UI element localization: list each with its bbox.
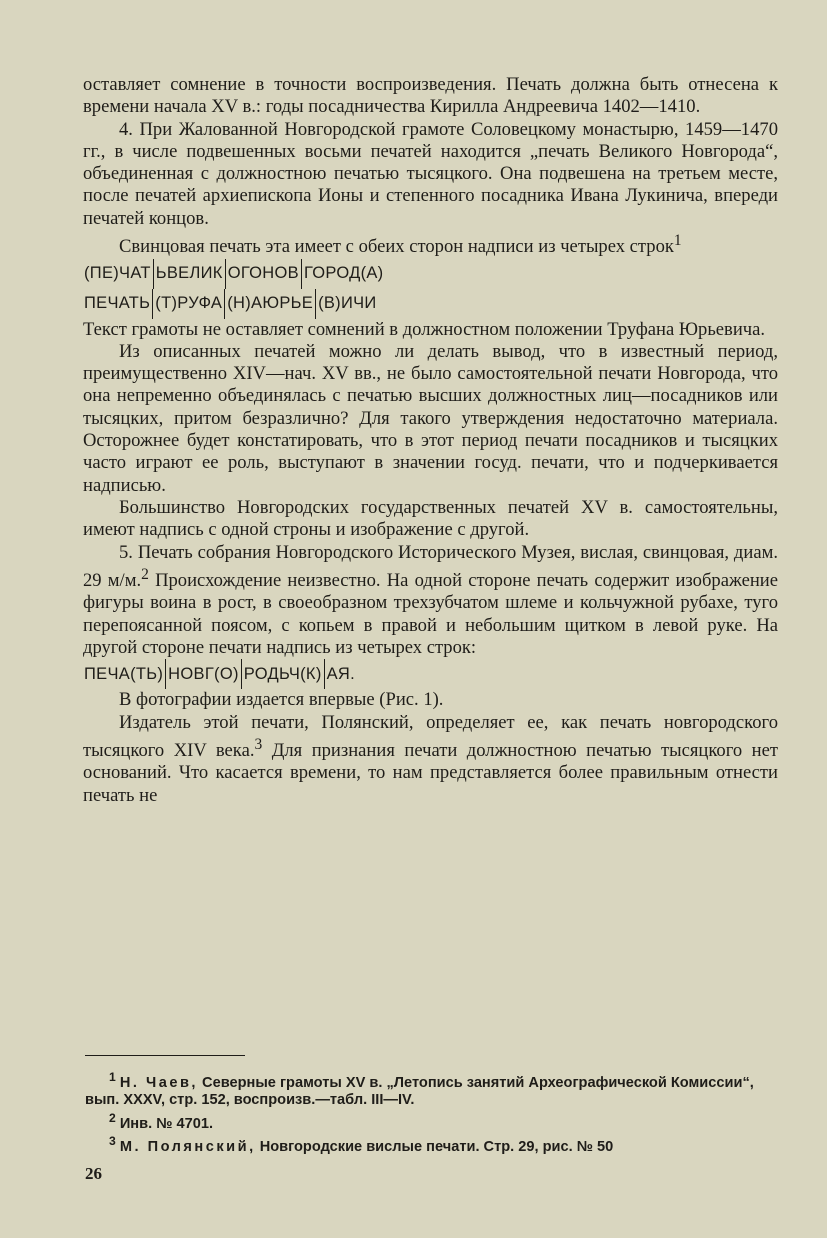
paragraph-text: 5. Печать собрания Новгородского Исторического Музея, вислая, свинцовая, диам. 29 м/м. [83,541,778,592]
line-separator [165,659,166,689]
line-separator [241,659,242,689]
line-separator [225,259,226,289]
footnote-ref: 1 [673,232,682,250]
footnote [85,1110,778,1133]
paragraph-text: Свинцовая печать эта имеет с обеих сторон надписи из четырех строк [119,236,674,258]
line-separator [153,259,154,289]
inscription-line: НОВГ(О) [168,664,239,683]
paragraph-text: Издатель этой печати, Полянский, определяет ее, как печать новгородского тысяцкого XIV века. [83,711,778,761]
footnote-ref: 2 [141,565,149,583]
line-separator [324,659,325,689]
footnote-divider [85,1055,245,1056]
seal-inscription-3 [83,659,778,689]
inscription-line: РОДЬЧ(К) [243,664,322,683]
inscription-line: ЬВЕЛИК [155,263,223,282]
paragraph [83,230,778,258]
page-number: 26 [85,1164,102,1183]
footnote-mark: 2 [109,1110,116,1125]
paragraph [83,712,778,807]
footnote-author: Н. Чаев, [119,1074,198,1091]
footnote [85,1133,778,1156]
seal-inscription-2 [83,289,778,319]
footnote-mark: 3 [109,1133,116,1148]
inscription-line: ОГОНОВ [227,263,299,282]
line-separator [152,289,153,319]
paragraph [83,542,778,660]
footnote-author: М. Полянский, [119,1138,256,1155]
inscription-line: АЯ. [326,664,356,683]
footnote-text: Инв. № 4701. [115,1115,214,1132]
paragraph: Текст грамоты не оставляет сомнений в должностном положении Труфана Юрьевича. [83,318,766,340]
footnote [85,1069,778,1110]
inscription-line: (Т)РУФА [155,293,223,312]
footnotes [85,1069,778,1156]
footnote-mark: 1 [109,1070,116,1084]
paragraph-text: Происхождение неизвестно. На одной стороне печать содержит изображение фигуры воина в рост, в своеобразном трехзубчатом шлеме и кольчужной рубахе, туго перепоясанной поясом, с копьем в правой и небольшим щитком в левой руке. На другой стороне печати надпись из четырех строк: [83,570,778,658]
paragraph: В фотографии издается впервые (Рис. 1). [119,689,444,711]
main-text [83,74,778,807]
inscription-line: ПЕЧАТЬ [84,293,151,312]
line-separator [224,289,225,319]
inscription-line: (В)ИЧИ [318,293,377,312]
line-separator [301,259,302,289]
seal-inscription-1 [83,259,778,289]
inscription-line: (ПЕ)ЧАТ [84,263,151,282]
line-separator [315,289,316,319]
paragraph: 4. При Жалованной Новгородской грамоте Соловецкому монастырю, 1459—1470 гг., в числе подвешенных восьми печатей находится „печать Великого Новгорода“, объединенная с должностною печатью тысяцкого. Она подвешена на третьем месте, после печатей архиепископа Ионы и степенного посадника Ивана Лукинича, впереди печатей концов. [83,118,778,229]
footnote-text: Новгородские вислые печати. Стр. 29, рис. № 50 [255,1138,614,1155]
paragraph: Большинство Новгородских государственных печатей XV в. самостоятельны, имеют надпись с одной строны и изображение с другой. [83,496,778,541]
paragraph: оставляет сомнение в точности воспроизведения. Печать должна быть отнесена к времени начала XV в.: годы посадничества Кирилла Андреевича 1402—1410. [83,74,778,118]
inscription-line: ПЕЧА(ТЬ) [84,664,164,683]
inscription-line: (Н)АЮРЬЕ [227,293,314,312]
inscription-line: ГОРОД(А) [303,263,384,282]
paragraph-text: Для признания печати должностною печатью тысяцкого нет оснований. Что касается времени, то нам представляется более правильным отнести печать не [83,739,778,806]
footnote-ref: 3 [254,735,263,753]
paragraph: Из описанных печатей можно ли делать вывод, что в известный период, преимущественно XIV—нач. XV вв., не было самостоятельной печати Новгорода, что она непременно объединялась с печатью высших должностных лиц—посадников или тысяцких, притом безразлично? Для такого утверждения недостаточно материала. Осторожнее будет констатировать, что в этот период печати посадников и тысяцких часто играют ее роль, выступают в значении госуд. печати, что и подчеркивается надписью. [83,340,778,496]
footnote-text: Северные грамоты XV в. „Летопись занятий Археографической Комиссии“, вып. XXXV, стр. 152, воспроизв.—табл. III—IV. [85,1074,754,1109]
